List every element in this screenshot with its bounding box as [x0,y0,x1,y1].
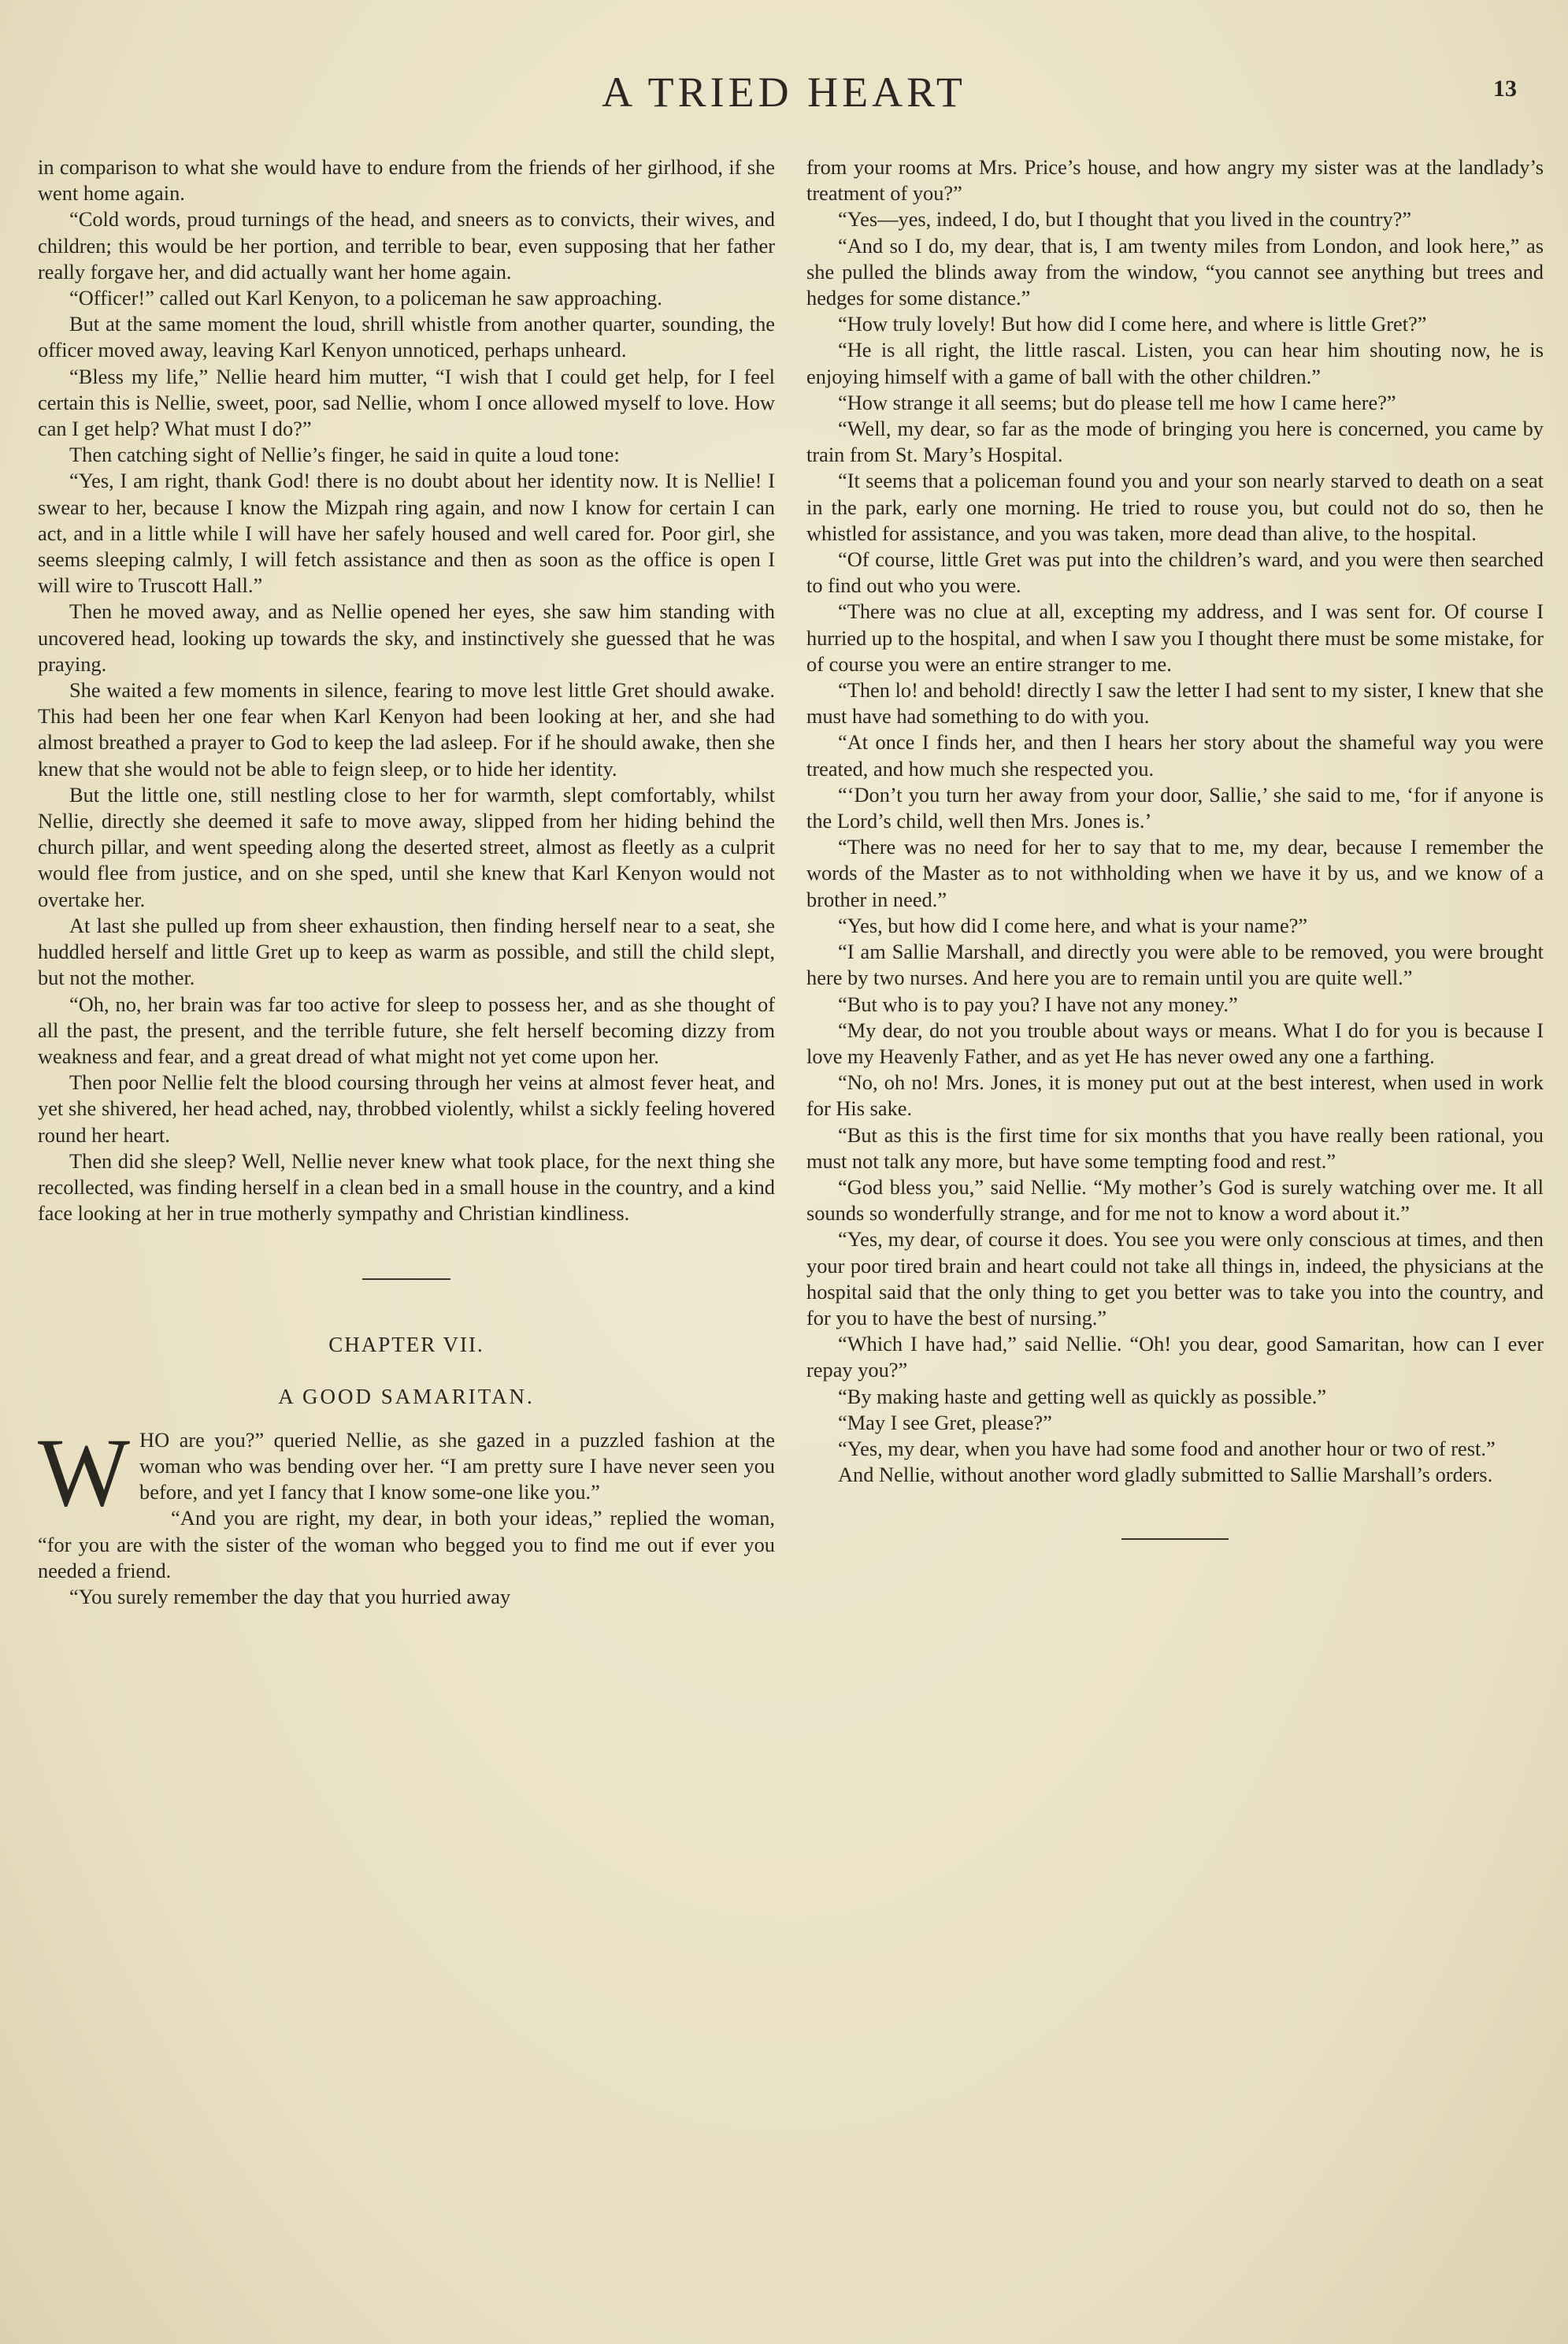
paragraph: from your rooms at Mrs. Price’s house, and how angry my sister was at the landlady’s treatment of you?” [806,155,1544,206]
paragraph: “Oh, no, her brain was far too active for sleep to possess her, and as she thought of all the past, the present, and the terrible future, she felt herself becoming dizzy from weakness and fear, and a great dread of what might not yet come upon her. [38,992,775,1068]
paragraph: “But who is to pay you? I have not any money.” [838,992,1238,1016]
page-number: 13 [1493,76,1517,102]
paragraph: “And so I do, my dear, that is, I am twenty miles from London, and look here,” as she pulled the blinds away from the window, “you cannot see anything but trees and hedges for some distance.” [806,233,1544,310]
paragraph: “I am Sallie Marshall, and directly you were able to be removed, you were brought here by two nurses. And here you are to remain until you are quite well.” [806,940,1544,990]
paragraph: “You surely remember the day that you hurried away [69,1584,511,1608]
paragraph: She waited a few moments in silence, fearing to move lest little Gret should awake. This had been her one fear when Karl Kenyon had been looking at her, and she had almost breathed a prayer to God to keep the lad asleep. For if he should awake, then she knew that she would not be able to feign sleep, or to hide her identity. [38,678,775,781]
paragraph: At last she pulled up from sheer exhaustion, then finding herself near to a seat, she huddled herself and little Gret up to keep as warm as possible, and still the child slept, but not the mother. [38,913,775,990]
chapter-opening-paragraph [38,1418,775,1526]
paragraph: “Yes, but how did I come here, and what is your name?” [838,913,1308,937]
paragraph: “At once I finds her, and then I hears her story about the shameful way you were treated, and how much she respected you. [806,730,1544,781]
paragraph: “It seems that a policeman found you and your son nearly starved to death on a seat in the park, early one morning. He tried to rouse you, but could not do so, then he whistled for assistance, and you was taken, more dead than alive, to the hospital. [806,469,1544,545]
paragraph: “May I see Gret, please?” [838,1410,1052,1434]
paragraph: “Cold words, proud turnings of the head, and sneers as to convicts, their wives, and children; this would be her portion, and terrible to bear, even supposing that her father really forgave her, and did actually want her home again. [38,207,775,284]
paragraph: “He is all right, the little rascal. Listen, you can hear him shouting now, he is enjoying himself with a game of ball with the other children.” [806,338,1544,388]
end-divider [1121,1538,1229,1540]
paragraph: “Yes—yes, indeed, I do, but I thought that you lived in the country?” [838,207,1412,232]
paragraph: “Yes, I am right, thank God! there is no doubt about her identity now. It is Nellie! I swear to her, because I know the Mizpah ring again, and now I know for certain I can act, and in a little while I will have her safely housed and well cared for. Poor girl, she seems sleeping calmly, I will fetch assistance and then as soon as the office is open I will wire to Truscott Hall.” [38,469,775,598]
running-head: A TRIED HEART [602,69,966,116]
paragraph: Then catching sight of Nellie’s finger, he said in quite a loud tone: [69,443,620,467]
chapter-opening-text: HO are you?” queried Nellie, as she gazed in a puzzled fashion at the woman who was bending over her. “I am pretty sure I have never seen you before, and yet I fancy that I know some-one like you.” [139,1427,775,1504]
paragraph: “God bless you,” said Nellie. “My mother’s God is surely watching over me. It all sounds so wonderfully strange, and for me not to know a word about it.” [806,1174,1544,1226]
paragraph: “There was no need for her to say that to me, my dear, because I remember the words of the Master as to not withholding when we have it by us, and we know of a brother in need.” [806,835,1544,911]
paragraph: in comparison to what she would have to endure from the friends of her girlhood, if she went home again. [38,155,775,206]
paragraph: But at the same moment the loud, shrill whistle from another quarter, sounding, the officer moved away, leaving Karl Kenyon unnoticed, perhaps unheard. [38,312,775,362]
paragraph: Then did she sleep? Well, Nellie never knew what took place, for the next thing she recollected, was finding herself in a clean bed in a small house in the country, and a kind face looking at her in true motherly sympathy and Christian kindliness. [38,1148,775,1226]
paragraph: Then he moved away, and as Nellie opened her eyes, she saw him standing with uncovered head, looking up towards the sky, and instinctively she guessed that he was praying. [38,599,775,676]
paragraph: “No, oh no! Mrs. Jones, it is money put out at the best interest, when used in work for His sake. [806,1070,1544,1121]
paragraph: “But as this is the first time for six months that you have really been rational, you must not talk any more, but have some tempting food and rest.” [806,1122,1544,1173]
paragraph: “Officer!” called out Karl Kenyon, to a policeman he saw approaching. [69,286,662,310]
paragraph: “Which I have had,” said Nellie. “Oh! you dear, good Samaritan, how can I ever repay you?” [806,1332,1544,1382]
paragraph: And Nellie, without another word gladly submitted to Sallie Marshall’s orders. [838,1463,1493,1487]
paragraph: “How truly lovely! But how did I come here, and where is little Gret?” [838,312,1427,336]
paragraph: “Yes, my dear, of course it does. You see you were only conscious at times, and then your poor tired brain and heart could not take all things in, indeed, the physicians at the hospital said that the only thing to get you better was to take you into the country, and for you to have the best of nursing.” [806,1227,1544,1330]
paragraph: “My dear, do not you trouble about ways or means. What I do for you is because I love my Heavenly Father, and as yet He has never owed any one a farthing. [806,1018,1544,1068]
paragraph: “‘Don’t you turn her away from your door, Sallie,’ she said to me, ‘for if anyone is the Lord’s child, well then Mrs. Jones is.’ [806,782,1544,833]
left-column [38,154,775,1610]
paragraph: But the little one, still nestling close to her for warmth, slept comfortably, whilst Nellie, directly she deemed it safe to move away, slipped from her hiding behind the church pillar, and went speeding along the deserted street, almost as fleetly as a culprit would flee from justice, and on she sped, until she knew that Karl Kenyon would not overtake her. [38,782,775,911]
paragraph: “And you are right, my dear, in both your ideas,” replied the woman, “for you are with the sister of the woman who begged you to find me out if ever you needed a friend. [38,1506,775,1582]
chapter-title: A GOOD SAMARITAN. [278,1384,535,1408]
paragraph: “By making haste and getting well as quickly as possible.” [838,1384,1327,1408]
paragraph: “Well, my dear, so far as the mode of bringing you here is concerned, you came by train from St. Mary’s Hospital. [806,417,1544,467]
section-divider [362,1278,450,1280]
paragraph: “Yes, my dear, when you have had some food and another hour or two of rest.” [838,1436,1496,1460]
paragraph: “Then lo! and behold! directly I saw the letter I had sent to my sister, I knew that she must have had something to do with you. [806,678,1544,729]
right-column [806,154,1544,1540]
paragraph: “How strange it all seems; but do please tell me how I came here?” [838,390,1396,414]
paragraph: “Bless my life,” Nellie heard him mutter, “I wish that I could get help, for I feel certain this is Nellie, sweet, poor, sad Nellie, whom I once allowed myself to love. How can I get help? What must I do?” [38,364,775,441]
paragraph: “There was no clue at all, excepting my address, and I was sent for. Of course I hurried up to the hospital, and when I saw you I thought there must be some mistake, for of course you were an entire stranger to me. [806,599,1544,676]
paragraph: “Of course, little Gret was put into the children’s ward, and you were then searched to find out who you were. [806,547,1544,598]
drop-cap: W [38,1418,131,1526]
chapter-number: CHAPTER VII. [328,1333,484,1357]
paragraph: Then poor Nellie felt the blood coursing through her veins at almost fever heat, and yet she shivered, her head ached, nay, throbbed violently, whilst a sickly feeling hovered round her heart. [38,1070,775,1147]
